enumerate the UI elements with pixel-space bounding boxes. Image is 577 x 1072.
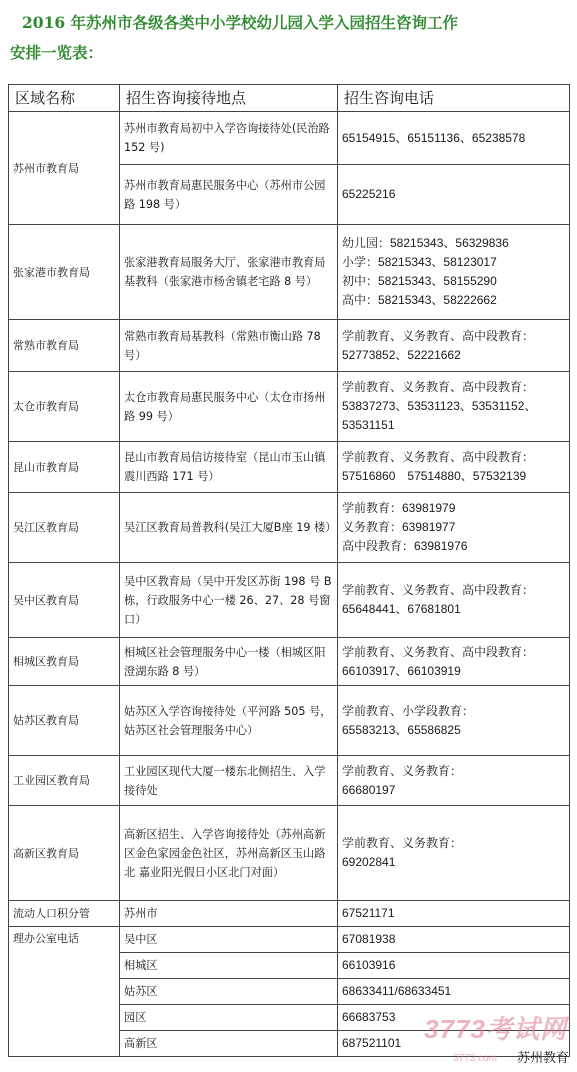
phone-cell: 学前教育、义务教育： 69202841	[338, 806, 570, 901]
title-line-2: 安排一览表：	[10, 43, 104, 62]
watermark-url: 3773.com	[453, 1053, 497, 1064]
phone-cell: 学前教育、义务教育、高中段教育： 52773852、52221662	[338, 320, 570, 372]
table-row	[9, 225, 570, 320]
office-label-cell: 理办公室电话	[9, 927, 120, 1057]
page-title	[10, 8, 570, 68]
place-cell: 高新区招生、入学咨询接待处（苏州高新区金色家园金色社区，苏州高新区玉山路北 嘉业阳光假日小区北门对面）	[120, 806, 338, 901]
watermark-logo: 3773考试网	[424, 1014, 567, 1044]
region-cell: 吴中区教育局	[9, 563, 120, 638]
table-row	[9, 442, 570, 493]
table-row	[9, 320, 570, 372]
place-cell: 吴中区教育局（吴中开发区苏街 198 号 B 栋，行政服务中心一楼 26、27、28 号窗口）	[120, 563, 338, 638]
office-phone-cell: 66683753	[338, 1005, 570, 1031]
table-row	[9, 638, 570, 686]
table-row	[9, 927, 570, 953]
phone-cell: 学前教育、义务教育、高中段教育： 65648441、67681801	[338, 563, 570, 638]
header-region: 区域名称	[9, 85, 120, 112]
phone-cell: 幼儿园：58215343、56329836 小学：58215343、58123017 初中：58215343、58155290 高中：58215343、58222662	[338, 225, 570, 320]
place-cell: 相城区社会管理服务中心一楼（相城区阳澄湖东路 8 号）	[120, 638, 338, 686]
table-row	[9, 756, 570, 806]
consultation-table	[8, 84, 570, 1057]
phone-cell: 学前教育：63981979 义务教育：63981977 高中段教育：63981976	[338, 493, 570, 563]
place-cell: 太仓市教育局惠民服务中心（太仓市扬州路 99 号）	[120, 372, 338, 442]
region-cell: 流动人口积分管	[9, 901, 120, 927]
phone-cell: 学前教育、义务教育： 66680197	[338, 756, 570, 806]
phone-cell: 学前教育、义务教育、高中段教育： 57516860 57514880、57532139	[338, 442, 570, 493]
phone-cell: 65225216	[338, 165, 570, 225]
phone-cell: 65154915、65151136、65238578	[338, 112, 570, 165]
phone-cell: 学前教育、小学段教育： 65583213、65586825	[338, 686, 570, 756]
title-line-1: 2016 年苏州市各级各类中小学校幼儿园入学入园招生咨询工作	[22, 13, 459, 32]
phone-cell: 67521171	[338, 901, 570, 927]
region-cell: 姑苏区教育局	[9, 686, 120, 756]
phone-cell: 学前教育、义务教育、高中段教育： 66103917、66103919	[338, 638, 570, 686]
watermark-source: 苏州教育	[516, 1051, 569, 1066]
table-row	[9, 372, 570, 442]
office-phone-cell: 68633411/68633451	[338, 979, 570, 1005]
region-cell: 张家港市教育局	[9, 225, 120, 320]
region-cell: 太仓市教育局	[9, 372, 120, 442]
place-cell: 吴江区教育局普教科(吴江大厦B座 19 楼）	[120, 493, 338, 563]
header-place: 招生咨询接待地点	[120, 85, 338, 112]
place-cell: 苏州市教育局惠民服务中心（苏州市公园路 198 号）	[120, 165, 338, 225]
office-place-cell: 相城区	[120, 953, 338, 979]
region-cell: 常熟市教育局	[9, 320, 120, 372]
office-place-cell: 姑苏区	[120, 979, 338, 1005]
office-phone-cell: 687521101	[338, 1031, 570, 1057]
region-cell: 吴江区教育局	[9, 493, 120, 563]
place-cell: 苏州市	[120, 901, 338, 927]
table-row	[9, 112, 570, 165]
office-phone-cell: 67081938	[338, 927, 570, 953]
region-cell: 工业园区教育局	[9, 756, 120, 806]
table-header-row	[9, 85, 570, 112]
region-cell: 苏州市教育局	[9, 112, 120, 225]
place-cell: 姑苏区入学咨询接待处（平河路 505 号，姑苏区社会管理服务中心）	[120, 686, 338, 756]
place-cell: 苏州市教育局初中入学咨询接待处(民治路 152 号)	[120, 112, 338, 165]
place-cell: 常熟市教育局基教科（常熟市衡山路 78 号）	[120, 320, 338, 372]
table-row	[9, 493, 570, 563]
table-row	[9, 806, 570, 901]
place-cell: 张家港教育局服务大厅、张家港市教育局基教科（张家港市杨舍镇老宅路 8 号）	[120, 225, 338, 320]
place-cell: 昆山市教育局信访接待室（昆山市玉山镇震川西路 171 号）	[120, 442, 338, 493]
table-row	[9, 901, 570, 927]
table-row	[9, 563, 570, 638]
region-cell: 昆山市教育局	[9, 442, 120, 493]
office-place-cell: 吴中区	[120, 927, 338, 953]
phone-cell: 学前教育、义务教育、高中段教育： 53837273、53531123、53531152、 53531151	[338, 372, 570, 442]
office-place-cell: 高新区	[120, 1031, 338, 1057]
region-cell: 高新区教育局	[9, 806, 120, 901]
header-phone: 招生咨询电话	[338, 85, 570, 112]
region-cell: 相城区教育局	[9, 638, 120, 686]
office-phone-cell: 66103916	[338, 953, 570, 979]
place-cell: 工业园区现代大厦一楼东北侧招生、入学接待处	[120, 756, 338, 806]
table-row	[9, 686, 570, 756]
office-place-cell: 园区	[120, 1005, 338, 1031]
